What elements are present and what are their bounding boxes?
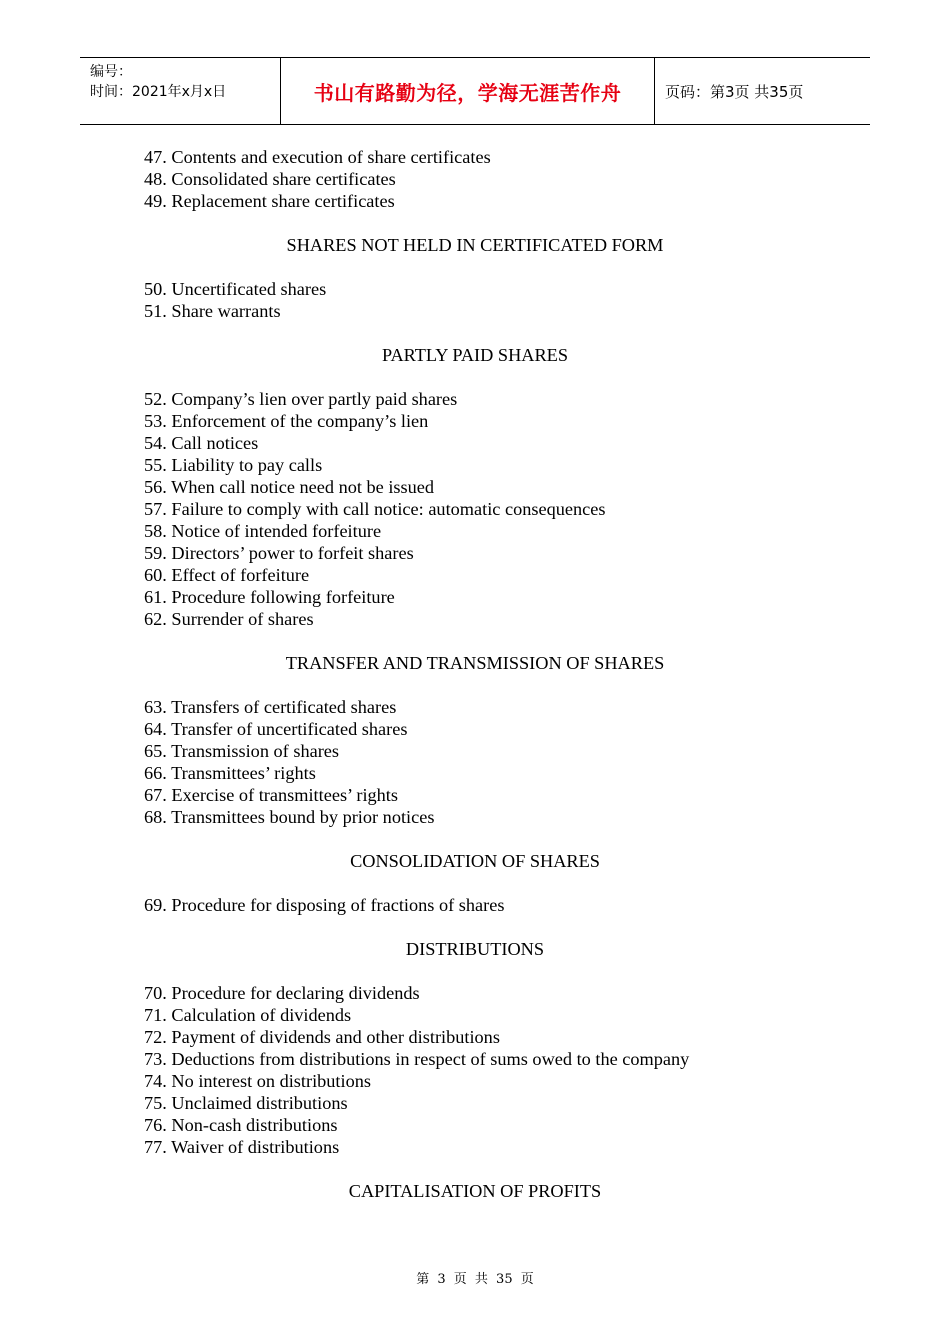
spacer [0, 630, 950, 652]
spacer [0, 828, 950, 850]
spacer [0, 256, 950, 278]
toc-item: 63. Transfers of certificated shares [144, 697, 397, 717]
page-header [80, 57, 870, 125]
toc-item: 48. Consolidated share certificates [144, 169, 396, 189]
toc-item: 53. Enforcement of the company’s lien [144, 411, 429, 431]
toc-item: 56. When call notice need not be issued [144, 477, 435, 497]
toc-item: 52. Company’s lien over partly paid shares [144, 389, 458, 409]
toc-item: 51. Share warrants [144, 301, 281, 321]
table-of-contents [0, 146, 950, 1202]
spacer [0, 1158, 950, 1180]
spacer [0, 960, 950, 982]
section-heading: TRANSFER AND TRANSMISSION OF SHARES [285, 653, 665, 673]
spacer [0, 674, 950, 696]
toc-item: 59. Directors’ power to forfeit shares [144, 543, 414, 563]
header-motto: 书山有路勤为径，学海无涯苦作舟 [281, 58, 655, 124]
spacer [0, 872, 950, 894]
toc-item: 71. Calculation of dividends [144, 1005, 352, 1025]
toc-item: 64. Transfer of uncertificated shares [144, 719, 408, 739]
toc-item: 47. Contents and execution of share certificates [144, 147, 491, 167]
toc-item: 75. Unclaimed distributions [144, 1093, 348, 1113]
toc-item: 76. Non-cash distributions [144, 1115, 338, 1135]
section-heading: CONSOLIDATION OF SHARES [350, 851, 600, 871]
toc-item: 60. Effect of forfeiture [144, 565, 310, 585]
toc-item: 65. Transmission of shares [144, 741, 340, 761]
spacer [0, 916, 950, 938]
toc-item: 49. Replacement share certificates [144, 191, 395, 211]
spacer [0, 366, 950, 388]
toc-item: 70. Procedure for declaring dividends [144, 983, 420, 1003]
page-footer: 第 3 页 共 35 页 [416, 1272, 534, 1287]
toc-item: 57. Failure to comply with call notice: automatic consequences [144, 499, 606, 519]
toc-item: 72. Payment of dividends and other distributions [144, 1027, 500, 1047]
section-heading: CAPITALISATION OF PROFITS [348, 1181, 602, 1201]
document-number-label: 编号： [90, 64, 132, 80]
toc-item: 55. Liability to pay calls [144, 455, 323, 475]
spacer [0, 212, 950, 234]
toc-item: 62. Surrender of shares [144, 609, 314, 629]
toc-item: 66. Transmittees’ rights [144, 763, 316, 783]
toc-item: 68. Transmittees bound by prior notices [144, 807, 435, 827]
section-heading: PARTLY PAID SHARES [381, 345, 569, 365]
document-date: 时间：2021年x月x日 [90, 84, 227, 100]
header-meta [80, 58, 281, 124]
toc-item: 50. Uncertificated shares [144, 279, 327, 299]
toc-item: 67. Exercise of transmittees’ rights [144, 785, 398, 805]
section-heading: DISTRIBUTIONS [405, 939, 545, 959]
toc-item: 54. Call notices [144, 433, 259, 453]
spacer [0, 322, 950, 344]
toc-item: 77. Waiver of distributions [144, 1137, 340, 1157]
toc-item: 58. Notice of intended forfeiture [144, 521, 382, 541]
header-page-info: 页码：第3页 共35页 [665, 82, 804, 101]
toc-item: 74. No interest on distributions [144, 1071, 371, 1091]
section-heading: SHARES NOT HELD IN CERTIFICATED FORM [286, 235, 664, 255]
toc-item: 69. Procedure for disposing of fractions of shares [144, 895, 505, 915]
toc-item: 61. Procedure following forfeiture [144, 587, 395, 607]
toc-item: 73. Deductions from distributions in respect of sums owed to the company [144, 1049, 690, 1069]
